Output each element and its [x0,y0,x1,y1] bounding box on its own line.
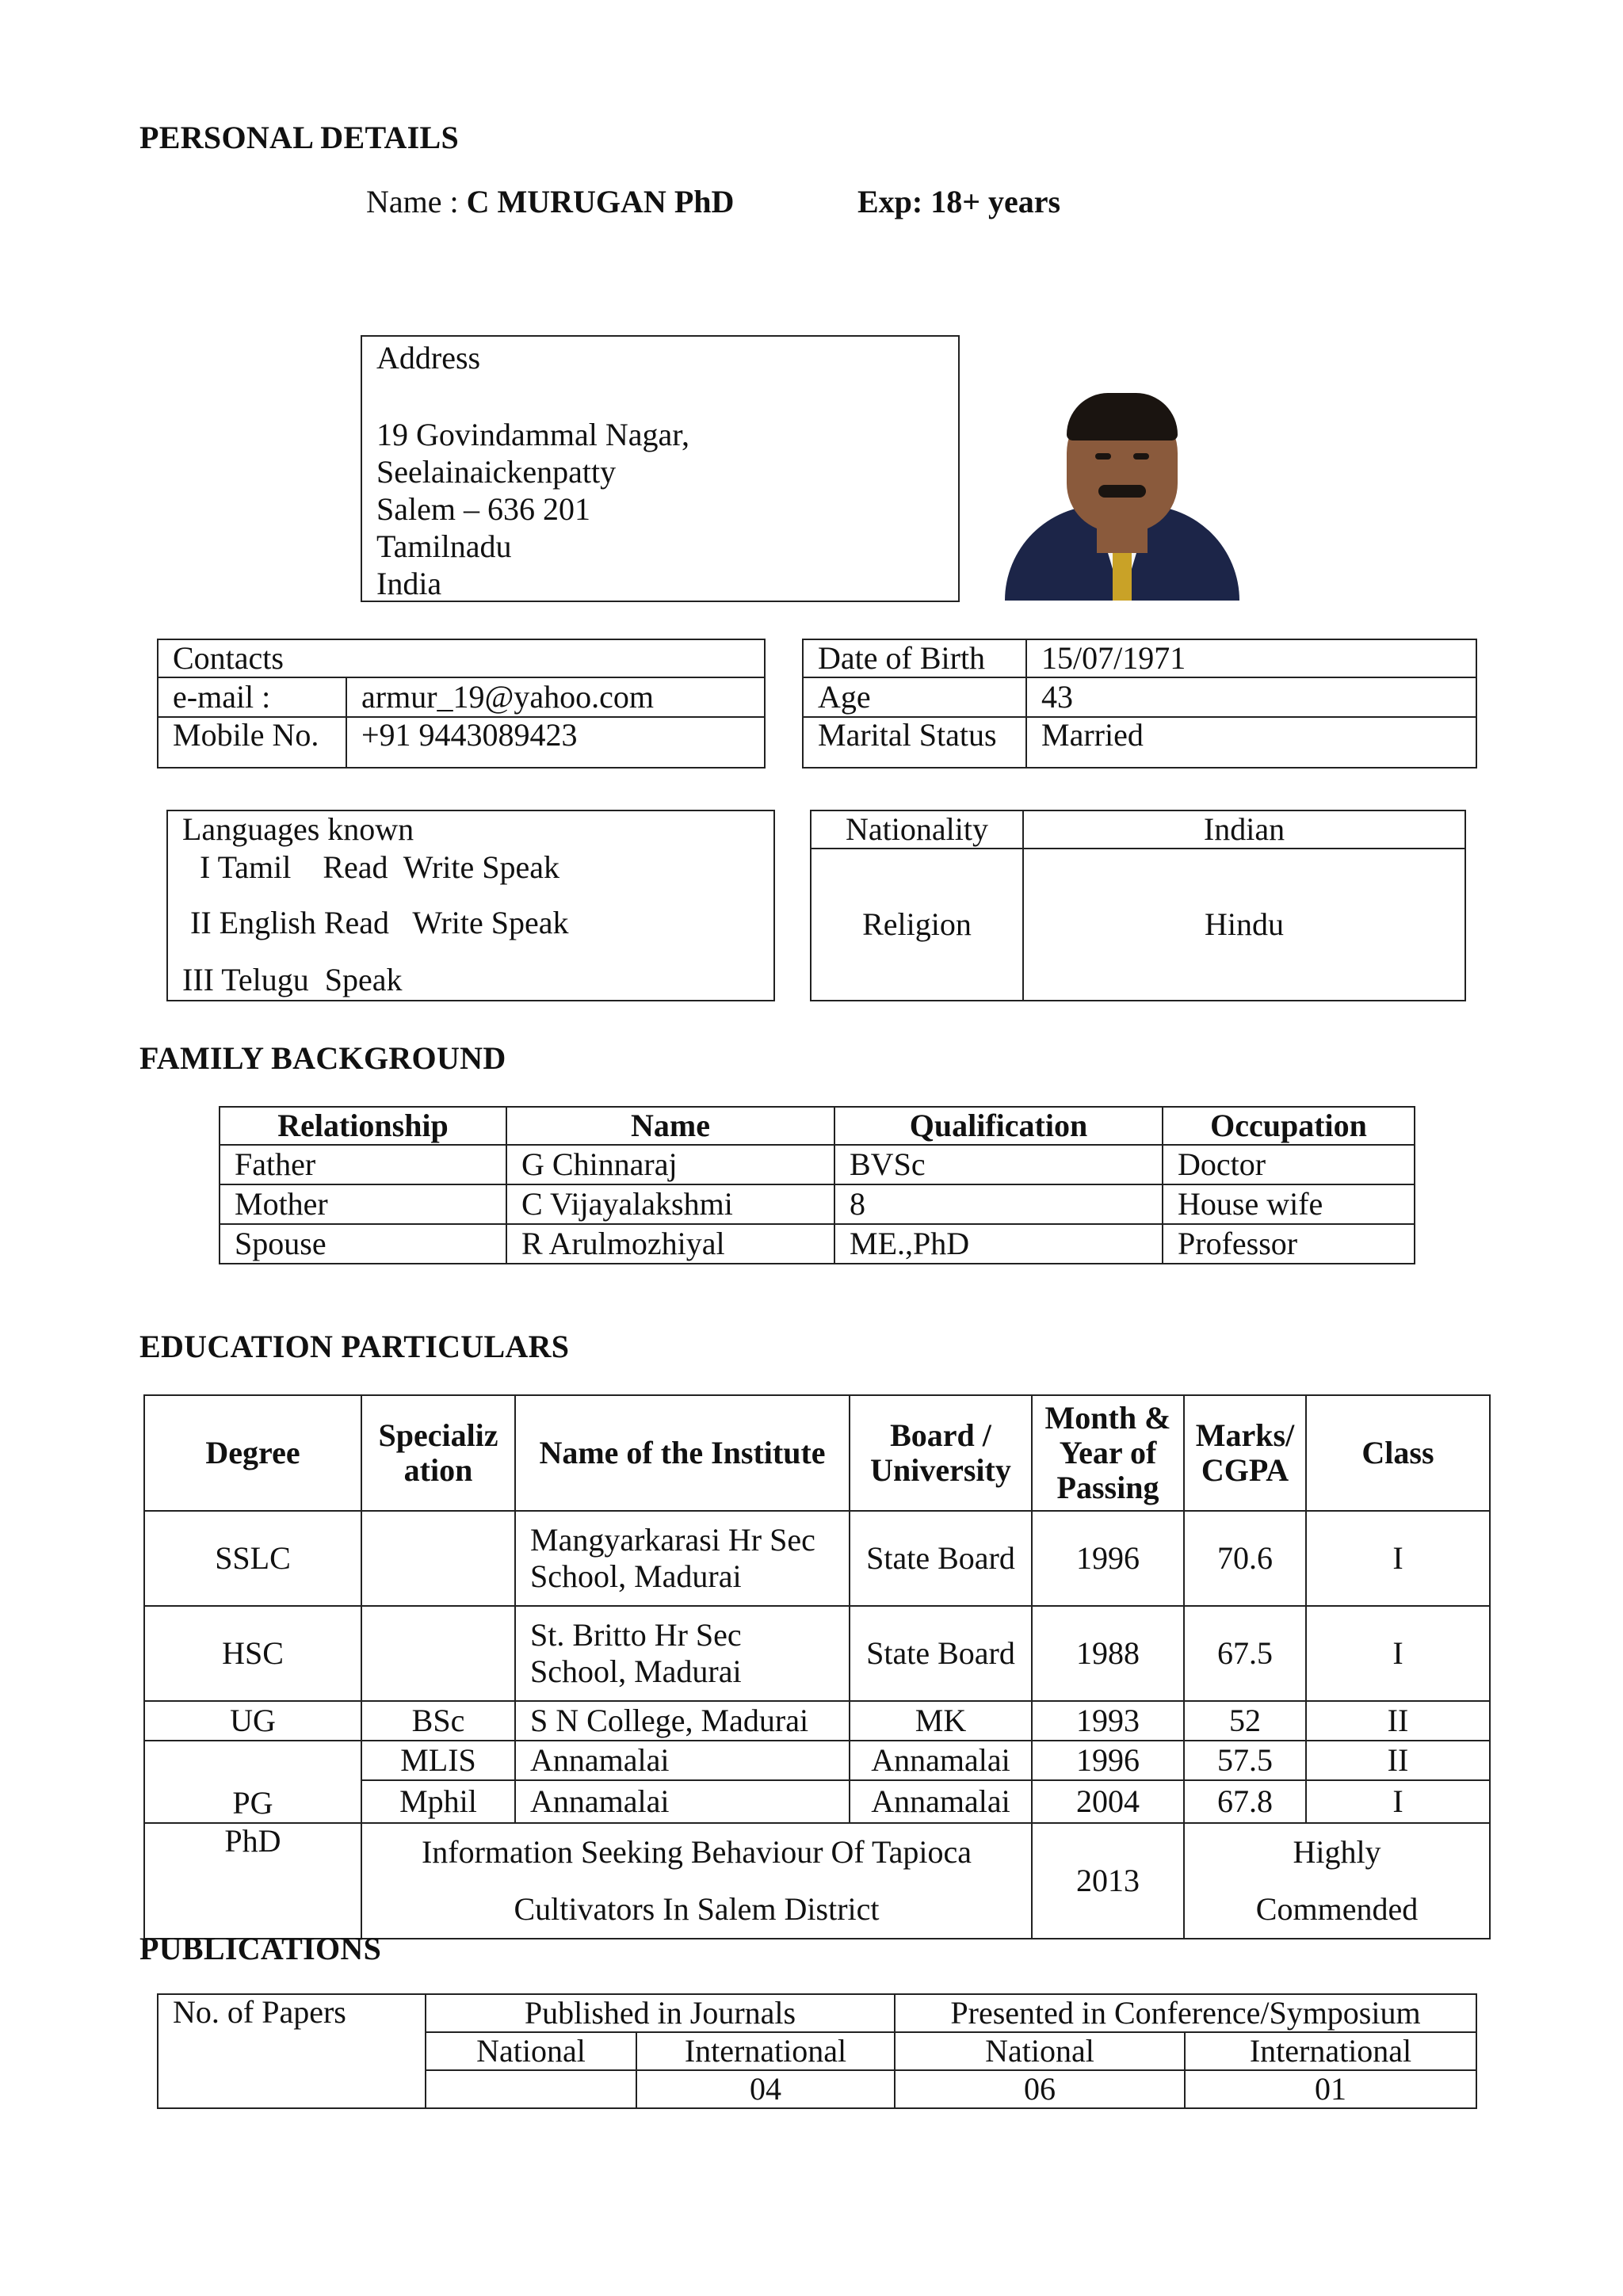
edu-class: I [1306,1606,1490,1701]
table-row [220,1145,1415,1184]
edu-col-spec-line: Specializ [378,1417,498,1453]
address-line: India [376,566,442,601]
edu-degree: HSC [144,1606,361,1701]
address-line: Seelainaickenpatty [376,454,617,490]
dob-label: Date of Birth [803,639,1026,677]
family-cell: Mother [220,1184,506,1224]
journals-international: International [636,2032,895,2070]
edu-year: 2004 [1032,1780,1184,1823]
languages-header: Languages known [182,811,414,847]
family-cell: 8 [834,1184,1163,1224]
edu-col-class: Class [1306,1395,1490,1511]
edu-col-board-line: University [870,1452,1011,1488]
contacts-table [157,639,766,769]
edu-degree: PG [144,1741,361,1823]
bio-table [802,639,1477,769]
edu-board: Annamalai [850,1780,1032,1823]
edu-year: 1988 [1032,1606,1184,1701]
name-line [366,184,734,220]
photo-eye [1095,453,1111,460]
edu-degree: PhD [144,1823,361,1939]
name-label: Name : [366,184,467,219]
family-col-qualification: Qualification [834,1107,1163,1145]
age-label: Age [803,677,1026,717]
conference-national: National [895,2032,1185,2070]
address-line: Tamilnadu [376,528,512,564]
edu-institute: Annamalai [515,1741,850,1780]
nationality-label: Nationality [811,810,1023,849]
edu-degree: SSLC [144,1511,361,1606]
edu-degree: UG [144,1701,361,1741]
dob-value: 15/07/1971 [1026,639,1476,677]
family-cell: G Chinnaraj [506,1145,834,1184]
edu-year: 2013 [1032,1823,1184,1939]
family-col-occupation: Occupation [1163,1107,1415,1145]
mobile-value: +91 9443089423 [346,717,765,768]
publications-heading: PUBLICATIONS [139,1931,382,1966]
mobile-label: Mobile No. [158,717,346,768]
pub-value [426,2070,636,2108]
family-cell: House wife [1163,1184,1415,1224]
age-value: 43 [1026,677,1476,717]
email-label: e-mail : [158,677,346,717]
family-table [219,1106,1415,1264]
table-row [144,1741,1490,1780]
edu-col-year-line: Year of [1059,1435,1157,1470]
papers-label: No. of Papers [158,1994,426,2108]
address-lines [376,416,689,602]
family-cell: C Vijayalakshmi [506,1184,834,1224]
photo-hair [1067,393,1178,441]
edu-board: Annamalai [850,1741,1032,1780]
pub-value: 01 [1185,2070,1476,2108]
edu-class: II [1306,1741,1490,1780]
edu-marks: 70.6 [1184,1511,1306,1606]
experience: Exp: 18+ years [857,184,1061,219]
religion-label: Religion [811,849,1023,1001]
family-heading: FAMILY BACKGROUND [139,1040,506,1076]
edu-board: MK [850,1701,1032,1741]
edu-col-marks-line: Marks/ [1195,1417,1295,1453]
table-row [220,1184,1415,1224]
edu-institute-line: School, Madurai [530,1653,742,1689]
photo-eye [1133,453,1149,460]
edu-col-year [1032,1395,1184,1511]
profile-photo [1005,366,1239,601]
edu-spec: BSc [361,1701,515,1741]
edu-board: State Board [850,1606,1032,1701]
nationality-value: Indian [1023,810,1465,849]
edu-col-spec-line: ation [403,1452,473,1488]
edu-institute-line: St. Britto Hr Sec [530,1617,742,1653]
edu-result [1184,1823,1490,1939]
family-col-relationship: Relationship [220,1107,506,1145]
edu-institute: S N College, Madurai [515,1701,850,1741]
edu-class: I [1306,1511,1490,1606]
photo-moustache [1098,485,1146,498]
edu-institute [515,1511,850,1606]
edu-spec [361,1606,515,1701]
family-cell: Doctor [1163,1145,1415,1184]
edu-class: I [1306,1780,1490,1823]
edu-year: 1996 [1032,1511,1184,1606]
edu-institute: Annamalai [515,1780,850,1823]
edu-year: 1996 [1032,1741,1184,1780]
edu-col-year-line: Passing [1056,1470,1159,1505]
religion-value: Hindu [1023,849,1465,1001]
pub-value: 06 [895,2070,1185,2108]
edu-thesis-line: Cultivators In Salem District [514,1891,880,1927]
edu-spec: MLIS [361,1741,515,1780]
education-heading: EDUCATION PARTICULARS [139,1329,570,1364]
edu-result-line: Commended [1255,1891,1419,1927]
family-cell: Spouse [220,1224,506,1264]
edu-col-board [850,1395,1032,1511]
edu-institute-line: Mangyarkarasi Hr Sec [530,1522,815,1558]
name-value: C MURUGAN PhD [466,184,735,219]
edu-marks: 57.5 [1184,1741,1306,1780]
edu-spec [361,1511,515,1606]
edu-thesis-line: Information Seeking Behaviour Of Tapioca [421,1834,972,1870]
edu-col-institute: Name of the Institute [515,1395,850,1511]
address-line: Salem – 636 201 [376,491,590,527]
family-col-name: Name [506,1107,834,1145]
address-line: 19 Govindammal Nagar, [376,417,689,452]
edu-col-marks [1184,1395,1306,1511]
personal-details-heading: PERSONAL DETAILS [139,120,460,155]
family-cell: Professor [1163,1224,1415,1264]
table-row [144,1511,1490,1606]
edu-thesis [361,1823,1032,1939]
publications-table [157,1993,1477,2109]
family-cell: ME.,PhD [834,1224,1163,1264]
language-english: II English Read Write Speak [190,905,569,940]
email-value: armur_19@yahoo.com [346,677,765,717]
edu-year: 1993 [1032,1701,1184,1741]
address-box [361,335,960,602]
journals-national: National [426,2032,636,2070]
marital-label: Marital Status [803,717,1026,768]
edu-marks: 67.8 [1184,1780,1306,1823]
edu-marks: 52 [1184,1701,1306,1741]
education-table [143,1394,1491,1939]
edu-col-degree: Degree [144,1395,361,1511]
edu-class: II [1306,1701,1490,1741]
table-row [220,1224,1415,1264]
language-telugu: III Telugu Speak [182,962,403,997]
table-row [144,1701,1490,1741]
edu-col-marks-line: CGPA [1201,1452,1289,1488]
edu-board: State Board [850,1511,1032,1606]
edu-col-board-line: Board / [890,1417,991,1453]
address-label: Address [376,340,481,376]
edu-marks: 67.5 [1184,1606,1306,1701]
language-tamil: I Tamil Read Write Speak [200,849,560,885]
family-cell: Father [220,1145,506,1184]
edu-col-specialization [361,1395,515,1511]
family-cell: R Arulmozhiyal [506,1224,834,1264]
identity-table [810,810,1466,1001]
edu-col-year-line: Month & [1044,1400,1171,1436]
pub-value: 04 [636,2070,895,2108]
family-cell: BVSc [834,1145,1163,1184]
edu-spec: Mphil [361,1780,515,1823]
edu-result-line: Highly [1293,1834,1381,1870]
table-row [144,1606,1490,1701]
journals-header: Published in Journals [426,1994,895,2032]
contacts-header: Contacts [158,639,765,677]
marital-value: Married [1026,717,1476,768]
conference-header: Presented in Conference/Symposium [895,1994,1476,2032]
edu-institute [515,1606,850,1701]
conference-international: International [1185,2032,1476,2070]
edu-institute-line: School, Madurai [530,1558,742,1594]
languages-box [166,810,775,1001]
table-row [144,1823,1490,1939]
